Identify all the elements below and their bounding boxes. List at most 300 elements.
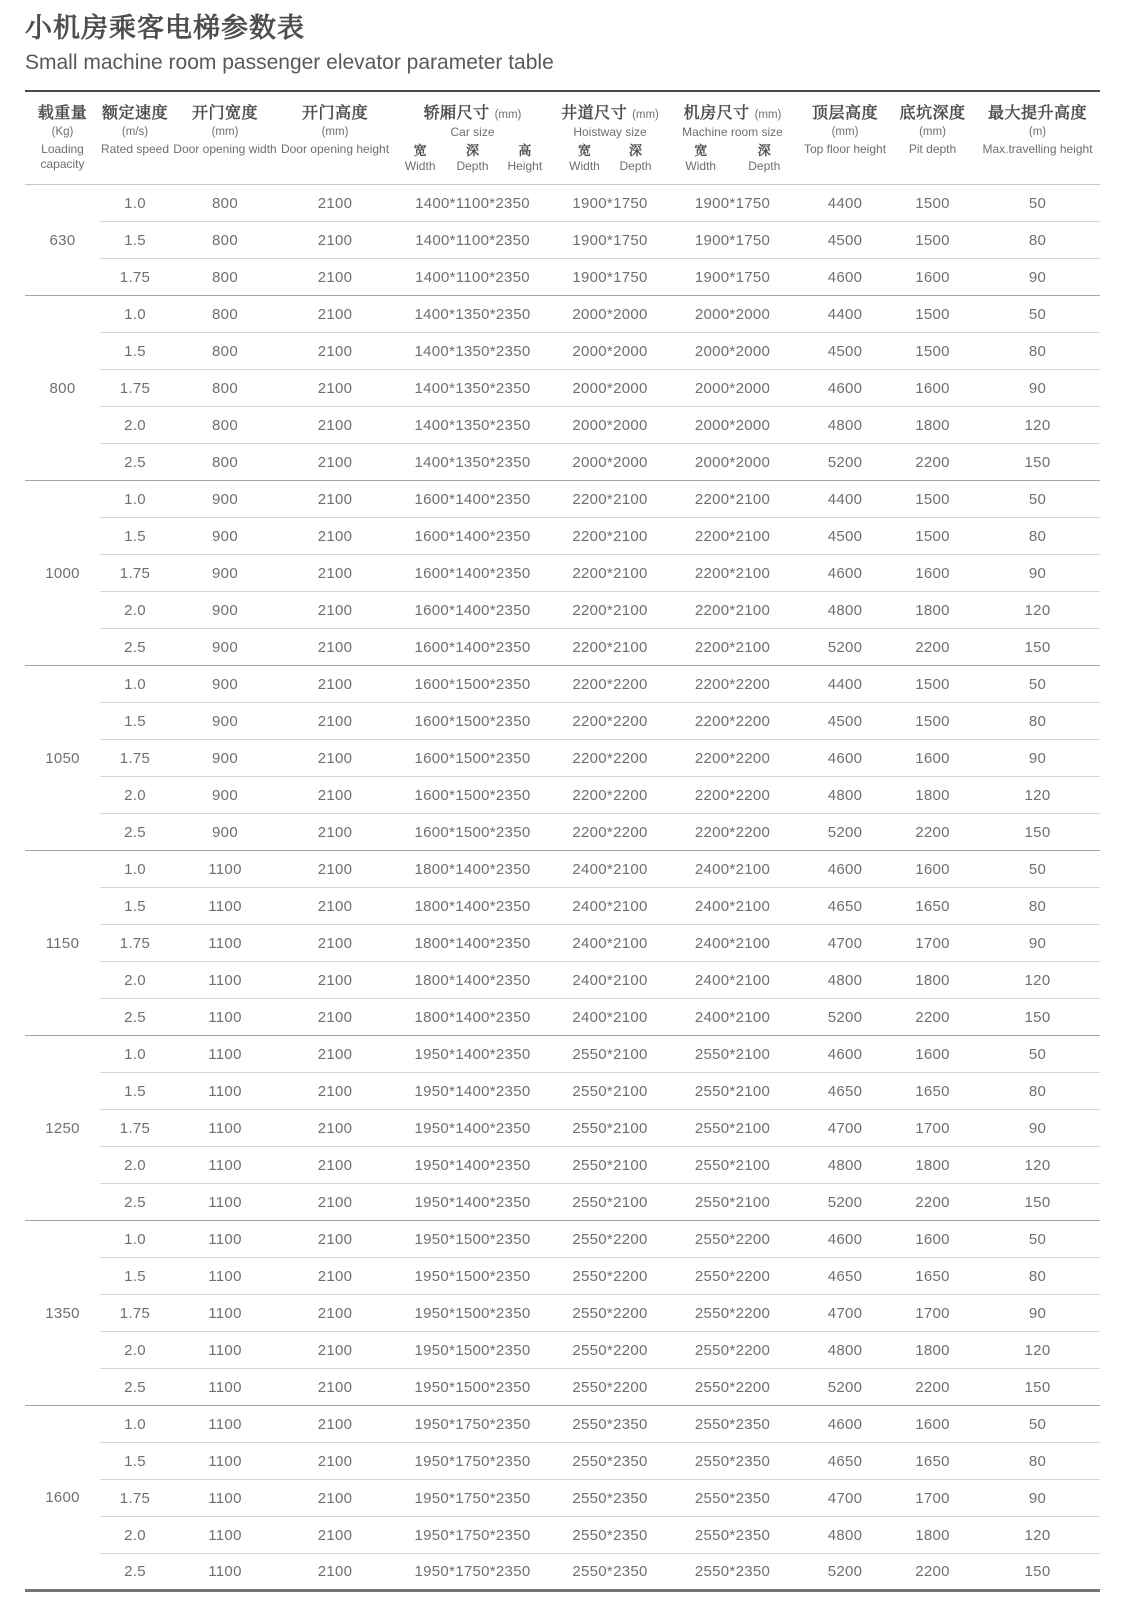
- cell-door-opening-height: 2100: [280, 777, 390, 814]
- header-unit: (m/s): [121, 126, 149, 139]
- cell-door-opening-height: 2100: [280, 1517, 390, 1554]
- cell-door-opening-width: 900: [170, 814, 280, 851]
- cell-top-floor-height: 4600: [800, 370, 890, 407]
- cell-top-floor-height: 4500: [800, 518, 890, 555]
- cell-machine-room-size: 2200*2100: [665, 592, 800, 629]
- cell-door-opening-height: 2100: [280, 296, 390, 333]
- cell-rated-speed: 1.75: [100, 925, 170, 962]
- cell-max-travelling-height: 50: [975, 1406, 1100, 1443]
- cell-door-opening-width: 900: [170, 518, 280, 555]
- cell-rated-speed: 1.0: [100, 1221, 170, 1258]
- header-label-zh: 顶层高度: [811, 105, 878, 123]
- cell-door-opening-width: 900: [170, 666, 280, 703]
- cell-hoistway-size: 2000*2000: [555, 370, 665, 407]
- cell-door-opening-width: 900: [170, 629, 280, 666]
- col-header-machine-room-size: [665, 91, 800, 185]
- cell-max-travelling-height: 150: [975, 1369, 1100, 1406]
- cell-max-travelling-height: 150: [975, 999, 1100, 1036]
- cell-top-floor-height: 4700: [800, 1295, 890, 1332]
- cell-top-floor-height: 4500: [800, 222, 890, 259]
- cell-top-floor-height: 5200: [800, 999, 890, 1036]
- cell-door-opening-width: 1100: [170, 1295, 280, 1332]
- cell-pit-depth: 1800: [890, 407, 975, 444]
- table-body: [25, 185, 1100, 1591]
- header-label-en: Door opening width: [173, 141, 277, 156]
- cell-max-travelling-height: 50: [975, 666, 1100, 703]
- cell-door-opening-height: 2100: [280, 592, 390, 629]
- cell-top-floor-height: 4650: [800, 888, 890, 925]
- cell-door-opening-height: 2100: [280, 481, 390, 518]
- cell-pit-depth: 1800: [890, 962, 975, 999]
- cell-door-opening-width: 1100: [170, 925, 280, 962]
- cell-door-opening-width: 1100: [170, 962, 280, 999]
- cell-door-opening-width: 1100: [170, 1406, 280, 1443]
- cell-door-opening-width: 800: [170, 333, 280, 370]
- cell-hoistway-size: 2550*2200: [555, 1258, 665, 1295]
- cell-rated-speed: 1.5: [100, 222, 170, 259]
- cell-max-travelling-height: 50: [975, 481, 1100, 518]
- cell-rated-speed: 1.75: [100, 370, 170, 407]
- header-label-en: Door opening height: [280, 141, 390, 156]
- cell-car-size: 1950*1400*2350: [390, 1036, 555, 1073]
- cell-machine-room-size: 2550*2350: [665, 1406, 800, 1443]
- capacity-cell: 1600: [25, 1406, 100, 1591]
- cell-car-size: 1950*1750*2350: [390, 1443, 555, 1480]
- subcol-width: 宽 Width: [569, 143, 600, 174]
- cell-hoistway-size: 2550*2200: [555, 1221, 665, 1258]
- cell-max-travelling-height: 80: [975, 703, 1100, 740]
- cell-rated-speed: 2.0: [100, 592, 170, 629]
- cell-door-opening-height: 2100: [280, 1443, 390, 1480]
- table-row: [25, 444, 1100, 481]
- cell-rated-speed: 2.0: [100, 407, 170, 444]
- cell-door-opening-width: 900: [170, 740, 280, 777]
- subcolumn-headers: [665, 143, 800, 174]
- cell-max-travelling-height: 90: [975, 925, 1100, 962]
- cell-pit-depth: 2200: [890, 814, 975, 851]
- cell-door-opening-width: 1100: [170, 1480, 280, 1517]
- cell-top-floor-height: 4650: [800, 1258, 890, 1295]
- subcol-width: 宽 Width: [685, 143, 717, 174]
- cell-rated-speed: 1.75: [100, 1295, 170, 1332]
- cell-pit-depth: 2200: [890, 1554, 975, 1591]
- header-unit: (mm): [321, 126, 349, 139]
- cell-rated-speed: 2.5: [100, 1369, 170, 1406]
- cell-hoistway-size: 2200*2200: [555, 814, 665, 851]
- cell-rated-speed: 1.5: [100, 1073, 170, 1110]
- cell-pit-depth: 1500: [890, 222, 975, 259]
- cell-rated-speed: 1.5: [100, 1258, 170, 1295]
- cell-door-opening-width: 800: [170, 296, 280, 333]
- capacity-cell: 1350: [25, 1221, 100, 1406]
- cell-top-floor-height: 4500: [800, 703, 890, 740]
- cell-rated-speed: 2.5: [100, 1554, 170, 1591]
- cell-pit-depth: 1600: [890, 555, 975, 592]
- cell-door-opening-width: 900: [170, 777, 280, 814]
- cell-pit-depth: 1500: [890, 703, 975, 740]
- cell-pit-depth: 2200: [890, 444, 975, 481]
- cell-hoistway-size: 2550*2350: [555, 1443, 665, 1480]
- cell-machine-room-size: 2200*2200: [665, 666, 800, 703]
- cell-max-travelling-height: 150: [975, 1554, 1100, 1591]
- table-header: [25, 91, 1100, 185]
- cell-hoistway-size: 1900*1750: [572, 194, 648, 212]
- table-row: [25, 629, 1100, 666]
- cell-door-opening-height: 2100: [280, 814, 390, 851]
- cell-rated-speed: 1.0: [100, 1036, 170, 1073]
- cell-door-opening-width: 900: [170, 481, 280, 518]
- cell-max-travelling-height: 50: [975, 1036, 1100, 1073]
- cell-top-floor-height: 4700: [800, 1480, 890, 1517]
- table-row: [25, 296, 1100, 333]
- cell-top-floor-height: 4700: [800, 925, 890, 962]
- cell-hoistway-size: 2200*2200: [555, 740, 665, 777]
- capacity-cell: 800: [25, 296, 100, 481]
- cell-car-size: 1400*1350*2350: [390, 296, 555, 333]
- cell-pit-depth: 1650: [890, 1258, 975, 1295]
- cell-machine-room-size: 2550*2100: [665, 1036, 800, 1073]
- header-unit: (mm): [494, 109, 522, 122]
- cell-machine-room-size: 2400*2100: [665, 999, 800, 1036]
- cell-rated-speed: 1.75: [100, 1480, 170, 1517]
- cell-hoistway-size: 2400*2100: [555, 999, 665, 1036]
- table-row: [25, 370, 1100, 407]
- cell-max-travelling-height: 90: [975, 259, 1100, 296]
- cell-top-floor-height: 4800: [800, 1147, 890, 1184]
- cell-door-opening-width: 1100: [170, 1184, 280, 1221]
- cell-door-opening-height: 2100: [280, 1147, 390, 1184]
- cell-door-opening-height: 2100: [280, 851, 390, 888]
- cell-door-opening-height: 2100: [280, 518, 390, 555]
- cell-door-opening-height: 2100: [280, 925, 390, 962]
- cell-machine-room-size: 2400*2100: [665, 962, 800, 999]
- cell-pit-depth: 1800: [890, 592, 975, 629]
- cell-rated-speed: 1.5: [100, 518, 170, 555]
- table-row: [25, 814, 1100, 851]
- header-label-zh: 机房尺寸 (mm): [683, 105, 782, 123]
- table-row: [25, 1184, 1100, 1221]
- cell-max-travelling-height: 50: [975, 851, 1100, 888]
- cell-car-size: 1800*1400*2350: [390, 851, 555, 888]
- cell-machine-room-size: 2550*2200: [665, 1221, 800, 1258]
- page-title-en: Small machine room passenger elevator parameter table: [25, 50, 554, 74]
- cell-machine-room-size: 2550*2100: [665, 1110, 800, 1147]
- cell-car-size: 1400*1100*2350: [390, 259, 555, 296]
- header-label-en: Top floor height: [803, 141, 887, 156]
- subcol-height: 高 Height: [507, 143, 543, 174]
- cell-hoistway-size: 1900*1750: [555, 222, 665, 259]
- cell-top-floor-height: 4400: [800, 666, 890, 703]
- cell-door-opening-width: 1100: [170, 888, 280, 925]
- cell-door-opening-width: 1100: [170, 1221, 280, 1258]
- subcol-width: 宽 Width: [404, 143, 436, 174]
- cell-max-travelling-height: 120: [975, 962, 1100, 999]
- table-row: [25, 1073, 1100, 1110]
- cell-door-opening-height: 2100: [280, 1184, 390, 1221]
- col-header-max-travelling-height: [975, 91, 1100, 185]
- cell-max-travelling-height: 50: [975, 1221, 1100, 1258]
- cell-rated-speed: 1.0: [100, 296, 170, 333]
- cell-machine-room-size: 2550*2200: [665, 1369, 800, 1406]
- table-row: [25, 222, 1100, 259]
- table-row: [25, 703, 1100, 740]
- header-unit: (Kg): [51, 126, 74, 139]
- cell-hoistway-size: 2400*2100: [555, 925, 665, 962]
- cell-rated-speed: 1.0: [100, 851, 170, 888]
- capacity-cell: 1000: [25, 481, 100, 666]
- cell-max-travelling-height: 90: [975, 1295, 1100, 1332]
- cell-max-travelling-height: 120: [975, 592, 1100, 629]
- cell-top-floor-height: 4400: [800, 481, 890, 518]
- cell-hoistway-size: 2550*2100: [555, 1147, 665, 1184]
- cell-car-size: 1950*1750*2350: [390, 1480, 555, 1517]
- cell-rated-speed: 1.5: [100, 333, 170, 370]
- subcol-depth: 深 Depth: [456, 143, 489, 174]
- cell-hoistway-size: 2400*2100: [555, 851, 665, 888]
- cell-pit-depth: 2200: [890, 1184, 975, 1221]
- cell-hoistway-size: 2000*2000: [555, 296, 665, 333]
- table-row: [25, 740, 1100, 777]
- cell-car-size: 1950*1500*2350: [390, 1258, 555, 1295]
- header-label-en: Pit depth: [908, 141, 957, 156]
- col-header-pit-depth: [890, 91, 975, 185]
- header-label-zh: 底坑深度: [899, 105, 966, 123]
- cell-car-size: 1600*1400*2350: [390, 592, 555, 629]
- cell-car-size: 1950*1400*2350: [390, 1110, 555, 1147]
- cell-car-size: 1600*1500*2350: [390, 777, 555, 814]
- cell-car-size: 1950*1750*2350: [390, 1406, 555, 1443]
- cell-pit-depth: 1600: [890, 259, 975, 296]
- cell-machine-room-size: 2000*2000: [665, 296, 800, 333]
- cell-door-opening-width: 1100: [170, 1147, 280, 1184]
- cell-rated-speed: 2.5: [100, 814, 170, 851]
- cell-hoistway-size: 2550*2350: [555, 1480, 665, 1517]
- cell-door-opening-height: 2100: [280, 1036, 390, 1073]
- cell-door-opening-height: 2100: [280, 999, 390, 1036]
- cell-hoistway-size: 2550*2200: [555, 1369, 665, 1406]
- cell-hoistway-size: 2200*2200: [555, 777, 665, 814]
- cell-door-opening-height: 2100: [280, 370, 390, 407]
- header-label-en: Car size: [450, 125, 495, 140]
- cell-machine-room-size: 2550*2100: [665, 1147, 800, 1184]
- cell-door-opening-height: 2100: [280, 1554, 390, 1591]
- cell-door-opening-width: 900: [170, 592, 280, 629]
- cell-top-floor-height: 4400: [827, 194, 863, 212]
- cell-rated-speed: 1.0: [124, 194, 146, 212]
- cell-pit-depth: 1600: [890, 1221, 975, 1258]
- cell-hoistway-size: 2550*2350: [555, 1554, 665, 1591]
- col-header-rated-speed: [100, 91, 170, 185]
- cell-pit-depth: 1500: [890, 666, 975, 703]
- cell-hoistway-size: 2400*2100: [555, 888, 665, 925]
- cell-car-size: 1800*1400*2350: [390, 925, 555, 962]
- table-row: [25, 185, 1100, 222]
- cell-hoistway-size: 2550*2350: [555, 1406, 665, 1443]
- header-label-en: Hoistway size: [573, 125, 647, 140]
- table-row: [25, 999, 1100, 1036]
- cell-max-travelling-height: 80: [975, 1258, 1100, 1295]
- cell-top-floor-height: 4700: [800, 1110, 890, 1147]
- cell-pit-depth: 1650: [890, 1073, 975, 1110]
- cell-rated-speed: 2.5: [100, 629, 170, 666]
- cell-door-opening-height: 2100: [280, 1369, 390, 1406]
- cell-machine-room-size: 2550*2200: [665, 1332, 800, 1369]
- cell-rated-speed: 2.5: [100, 1184, 170, 1221]
- capacity-cell: 1250: [25, 1036, 100, 1221]
- cell-car-size: 1800*1400*2350: [390, 999, 555, 1036]
- cell-car-size: 1600*1500*2350: [390, 703, 555, 740]
- cell-top-floor-height: 4600: [800, 259, 890, 296]
- cell-car-size: 1600*1400*2350: [390, 518, 555, 555]
- cell-door-opening-width: 1100: [170, 1073, 280, 1110]
- table-row: [25, 518, 1100, 555]
- cell-top-floor-height: 4600: [800, 555, 890, 592]
- cell-max-travelling-height: 80: [975, 888, 1100, 925]
- cell-machine-room-size: 2400*2100: [665, 888, 800, 925]
- cell-top-floor-height: 4800: [800, 777, 890, 814]
- header-label-en: Machine room size: [682, 125, 783, 140]
- header-label-en: Rated speed: [100, 141, 170, 156]
- cell-door-opening-width: 1100: [170, 1110, 280, 1147]
- cell-top-floor-height: 4650: [800, 1443, 890, 1480]
- cell-car-size: 1600*1400*2350: [390, 555, 555, 592]
- cell-hoistway-size: 2000*2000: [555, 333, 665, 370]
- cell-machine-room-size: 2550*2200: [665, 1258, 800, 1295]
- header-row: [25, 91, 1100, 185]
- cell-max-travelling-height: 150: [975, 1184, 1100, 1221]
- table-row: [25, 666, 1100, 703]
- cell-car-size: 1600*1500*2350: [390, 740, 555, 777]
- table-row: [25, 1258, 1100, 1295]
- cell-car-size: 1400*1350*2350: [390, 333, 555, 370]
- cell-max-travelling-height: 50: [975, 296, 1100, 333]
- cell-top-floor-height: 4800: [800, 1517, 890, 1554]
- cell-pit-depth: 1700: [890, 925, 975, 962]
- cell-hoistway-size: 2200*2100: [555, 555, 665, 592]
- cell-door-opening-height: 2100: [280, 555, 390, 592]
- cell-pit-depth: 1700: [890, 1295, 975, 1332]
- table-row: [25, 481, 1100, 518]
- cell-top-floor-height: 4800: [800, 407, 890, 444]
- cell-hoistway-size: 2550*2200: [555, 1295, 665, 1332]
- cell-rated-speed: 2.0: [100, 1517, 170, 1554]
- cell-car-size: 1800*1400*2350: [390, 962, 555, 999]
- cell-hoistway-size: 2200*2100: [555, 481, 665, 518]
- cell-max-travelling-height: 80: [975, 1443, 1100, 1480]
- cell-max-travelling-height: 50: [1028, 194, 1047, 212]
- cell-car-size: 1950*1500*2350: [390, 1295, 555, 1332]
- cell-machine-room-size: 2000*2000: [665, 333, 800, 370]
- cell-max-travelling-height: 80: [975, 1073, 1100, 1110]
- cell-max-travelling-height: 80: [975, 518, 1100, 555]
- header-label-zh: 轿厢尺寸 (mm): [423, 105, 522, 123]
- cell-hoistway-size: 2550*2350: [555, 1517, 665, 1554]
- cell-top-floor-height: 4800: [800, 592, 890, 629]
- cell-rated-speed: 2.5: [100, 999, 170, 1036]
- cell-rated-speed: 2.0: [100, 1332, 170, 1369]
- cell-door-opening-width: 1100: [170, 1036, 280, 1073]
- cell-top-floor-height: 4600: [800, 851, 890, 888]
- cell-car-size: 1600*1500*2350: [390, 666, 555, 703]
- header-label-zh: 额定速度: [101, 105, 168, 123]
- cell-door-opening-height: 2100: [280, 1258, 390, 1295]
- cell-machine-room-size: 2550*2350: [665, 1480, 800, 1517]
- cell-door-opening-height: 2100: [280, 1295, 390, 1332]
- cell-hoistway-size: 2550*2100: [555, 1110, 665, 1147]
- cell-pit-depth: 1700: [890, 1480, 975, 1517]
- cell-top-floor-height: 5200: [800, 444, 890, 481]
- cell-car-size: 1950*1500*2350: [390, 1221, 555, 1258]
- cell-car-size: 1600*1400*2350: [390, 629, 555, 666]
- cell-pit-depth: 1800: [890, 1332, 975, 1369]
- table-row: [25, 1147, 1100, 1184]
- cell-door-opening-height: 2100: [317, 194, 353, 212]
- table-row: [25, 888, 1100, 925]
- cell-top-floor-height: 4600: [800, 1036, 890, 1073]
- cell-top-floor-height: 5200: [800, 1554, 890, 1591]
- capacity-cell: 1050: [25, 666, 100, 851]
- cell-top-floor-height: 4600: [800, 1221, 890, 1258]
- cell-machine-room-size: 2550*2350: [665, 1554, 800, 1591]
- cell-top-floor-height: 5200: [800, 814, 890, 851]
- header-unit: (mm): [632, 109, 659, 122]
- cell-hoistway-size: 2200*2200: [555, 666, 665, 703]
- cell-door-opening-width: 800: [170, 444, 280, 481]
- cell-door-opening-height: 2100: [280, 888, 390, 925]
- cell-machine-room-size: 1900*1750: [665, 222, 800, 259]
- cell-machine-room-size: 2200*2100: [665, 518, 800, 555]
- table-row: [25, 1295, 1100, 1332]
- elevator-parameter-table: [25, 90, 1100, 1592]
- cell-pit-depth: 2200: [890, 1369, 975, 1406]
- cell-machine-room-size: 2000*2000: [665, 407, 800, 444]
- cell-rated-speed: 2.0: [100, 962, 170, 999]
- cell-pit-depth: 1600: [890, 740, 975, 777]
- cell-hoistway-size: 1900*1750: [555, 259, 665, 296]
- table-row: [25, 925, 1100, 962]
- table-row: [25, 407, 1100, 444]
- header-label-zh: 最大提升高度: [987, 105, 1087, 123]
- cell-door-opening-height: 2100: [280, 1110, 390, 1147]
- table-row: [25, 1036, 1100, 1073]
- table-row: [25, 1517, 1100, 1554]
- cell-max-travelling-height: 120: [975, 777, 1100, 814]
- col-header-loading-capacity: [25, 91, 100, 185]
- cell-machine-room-size: 1900*1750: [694, 194, 771, 212]
- header-label-zh: 开门高度: [301, 105, 368, 123]
- cell-door-opening-width: 800: [170, 407, 280, 444]
- cell-door-opening-width: 1100: [170, 1554, 280, 1591]
- header-unit: (mm): [831, 126, 859, 139]
- cell-door-opening-width: 1100: [170, 1332, 280, 1369]
- cell-rated-speed: 1.5: [100, 888, 170, 925]
- cell-hoistway-size: 2000*2000: [555, 444, 665, 481]
- capacity-cell: 630: [49, 231, 76, 249]
- cell-machine-room-size: 2550*2100: [665, 1073, 800, 1110]
- title-block: [0, 0, 1125, 76]
- cell-car-size: 1950*1400*2350: [390, 1073, 555, 1110]
- header-label-zh: 开门宽度: [191, 105, 258, 123]
- cell-max-travelling-height: 90: [975, 1480, 1100, 1517]
- cell-max-travelling-height: 90: [975, 370, 1100, 407]
- cell-machine-room-size: 2400*2100: [665, 851, 800, 888]
- subcol-depth: 深 Depth: [748, 143, 781, 174]
- capacity-cell: 1150: [25, 851, 100, 1036]
- cell-pit-depth: 1800: [890, 777, 975, 814]
- cell-door-opening-width: 900: [170, 703, 280, 740]
- table-row: [25, 259, 1100, 296]
- col-header-door-opening-height: [280, 91, 390, 185]
